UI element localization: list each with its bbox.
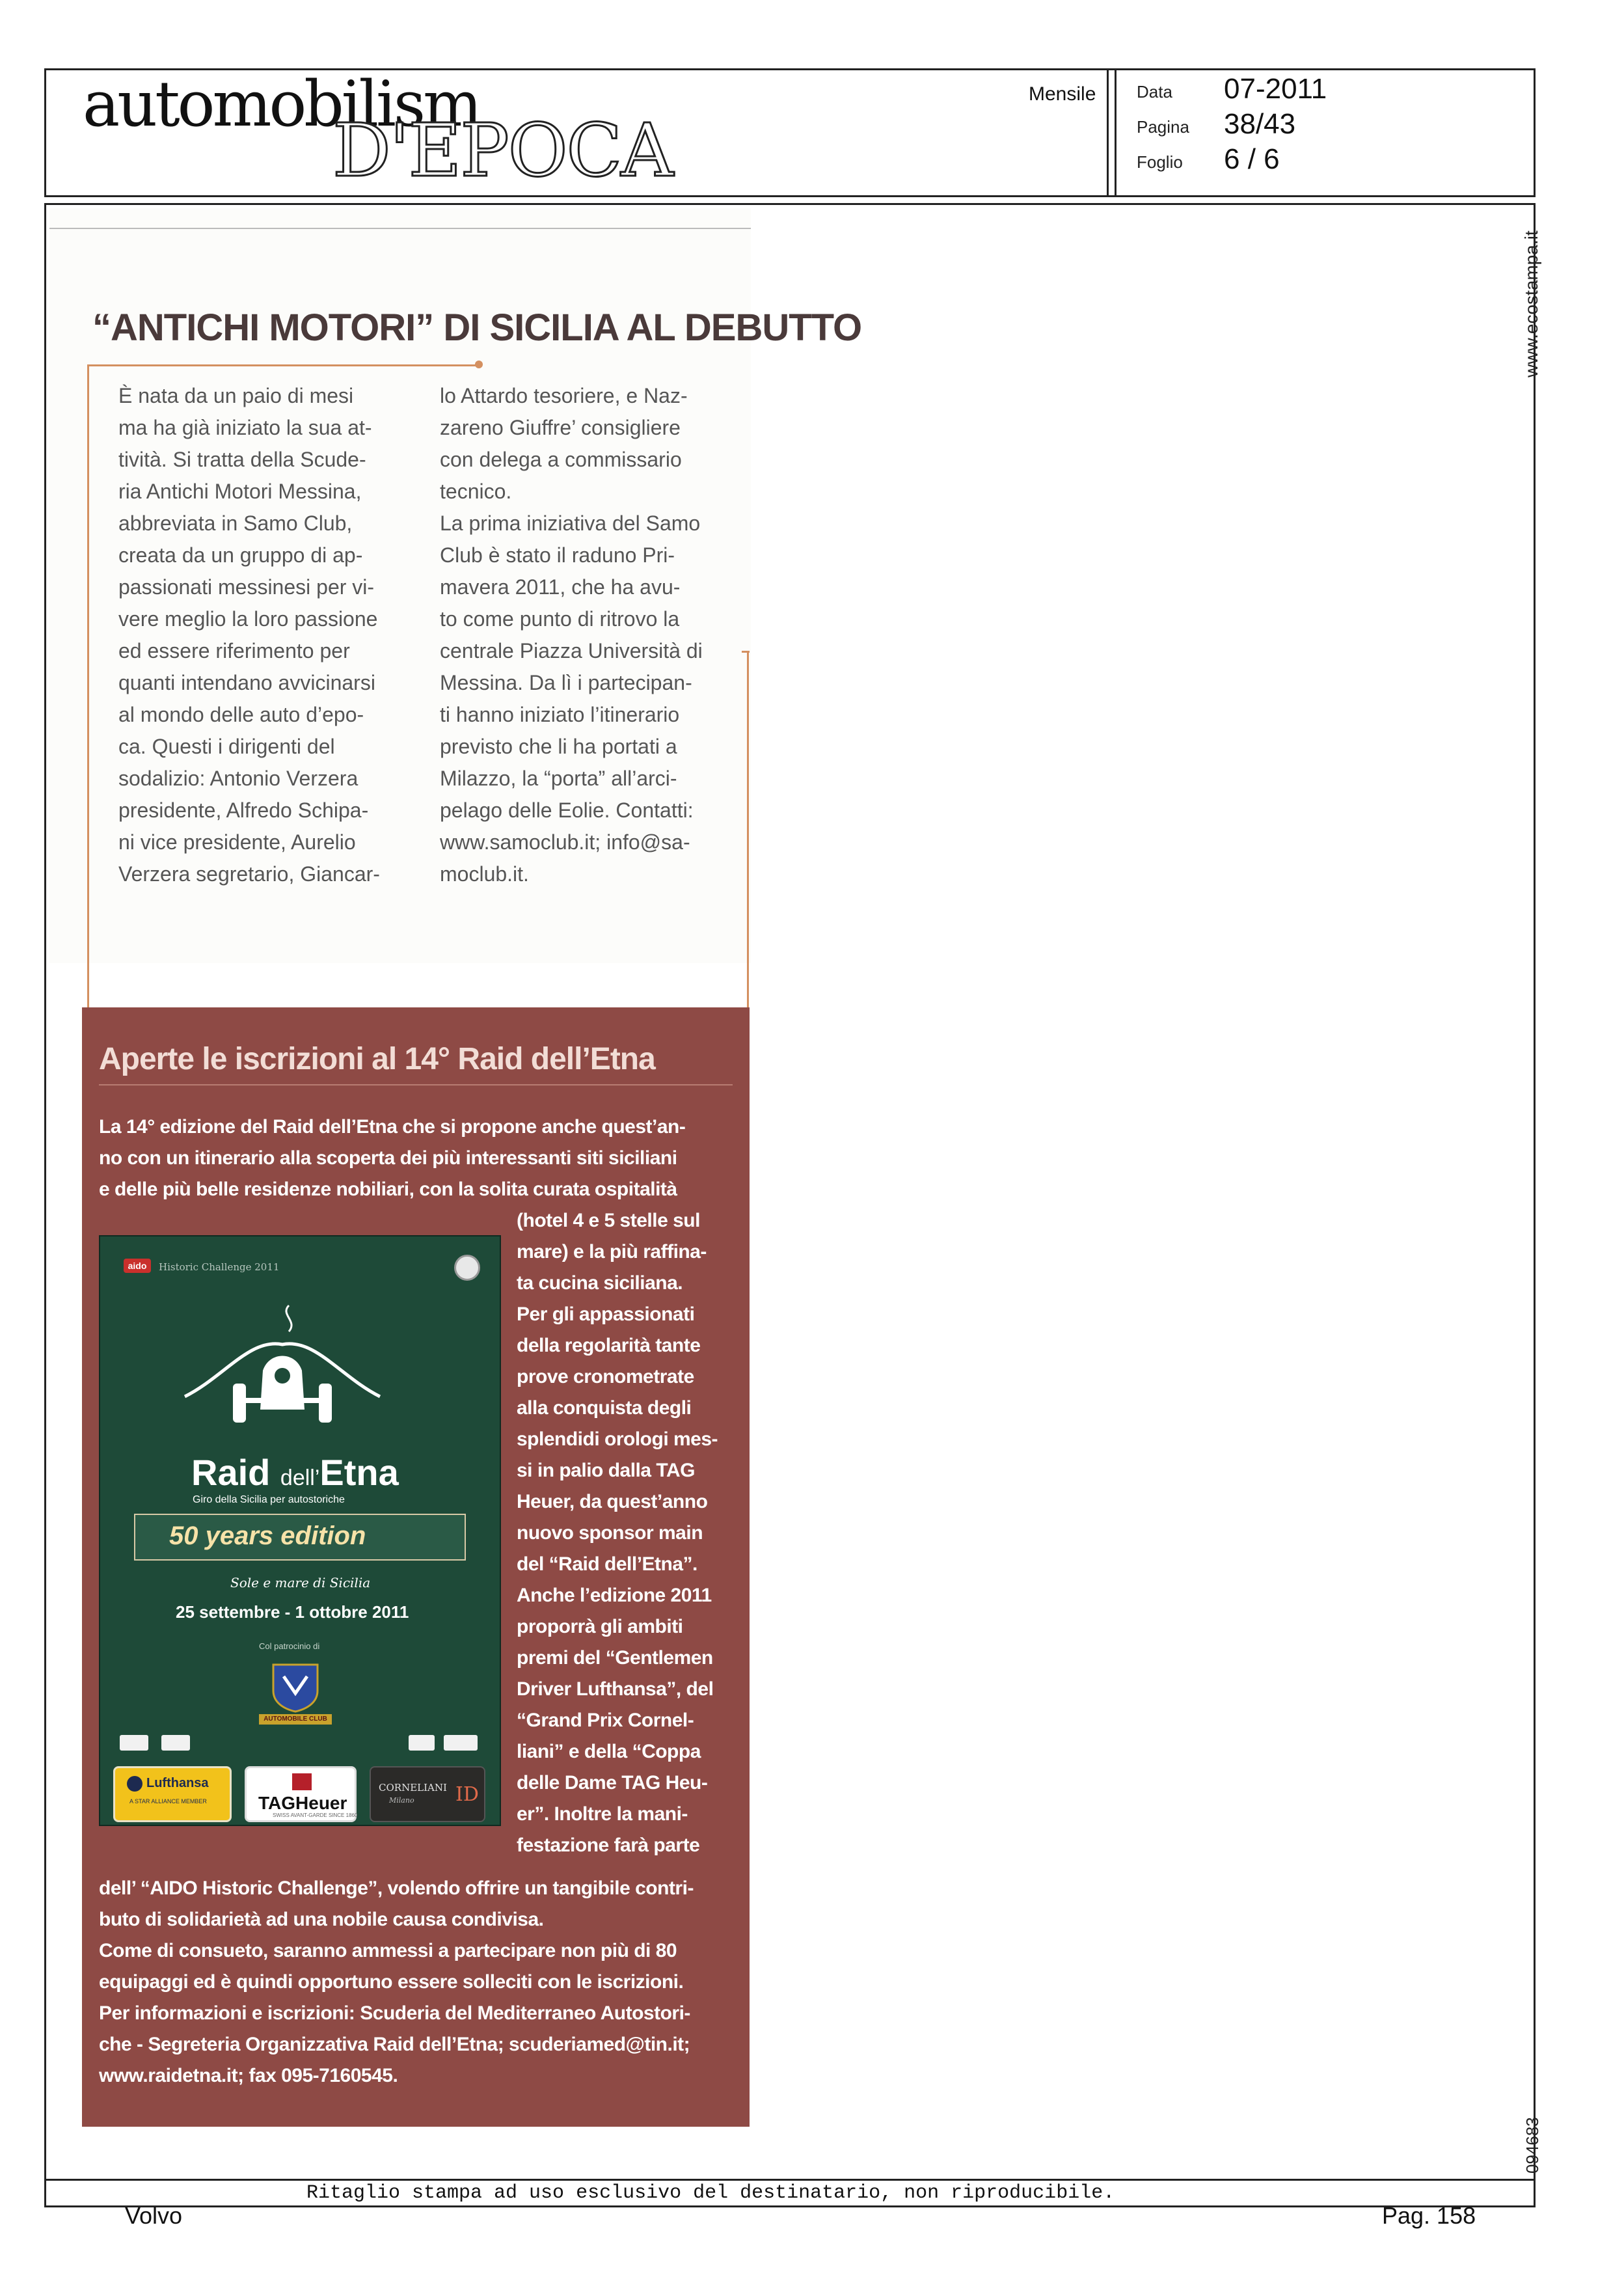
meta-label-foglio: Foglio bbox=[1137, 152, 1183, 172]
raid-etna-poster bbox=[99, 1235, 501, 1826]
poster-title-etna: Etna bbox=[319, 1452, 399, 1493]
text-line: Heuer, da quest’anno bbox=[517, 1491, 708, 1512]
text-line: Milazzo, la “porta” all’arci- bbox=[440, 767, 677, 790]
text-line: (hotel 4 e 5 stelle sul bbox=[517, 1210, 700, 1231]
article-antichi-motori bbox=[49, 208, 862, 963]
frequency-label: Mensile bbox=[1029, 83, 1096, 105]
eu-flag-icon bbox=[120, 1735, 148, 1751]
text-line: Anche l’edizione 2011 bbox=[517, 1585, 712, 1606]
side-code: 094683 bbox=[1522, 2117, 1542, 2174]
text-line: ni vice presidente, Aurelio bbox=[118, 830, 356, 854]
poster-title bbox=[191, 1451, 399, 1494]
meta-value-foglio: 6 / 6 bbox=[1224, 143, 1280, 175]
text-line: presidente, Alfredo Schipa- bbox=[118, 798, 369, 822]
text-line: Driver Lufthansa”, del bbox=[517, 1678, 714, 1700]
text-line: zareno Giuffre’ consigliere bbox=[440, 416, 681, 439]
article-raid-etna bbox=[82, 1007, 750, 2127]
text-line: tecnico. bbox=[440, 480, 512, 503]
region-logo-icon bbox=[161, 1735, 190, 1751]
automobile-club-crest-icon bbox=[271, 1661, 320, 1713]
side-url: www.ecostampa.it bbox=[1521, 230, 1541, 377]
article2-side-column bbox=[517, 1205, 735, 1861]
corneliani-id: ID bbox=[455, 1783, 479, 1806]
article1-title: “ANTICHI MOTORI” DI SICILIA AL DEBUTTO bbox=[92, 307, 862, 349]
text-line: ed essere riferimento per bbox=[118, 639, 350, 662]
patronage-label: Col patrocinio di bbox=[259, 1641, 320, 1651]
text-line: Per informazioni e iscrizioni: Scuderia del Mediterraneo Autostori- bbox=[99, 2002, 690, 2024]
text-line: equipaggi ed è quindi opportuno essere solleciti con le iscrizioni. bbox=[99, 1971, 684, 1993]
club-badge-icon bbox=[454, 1255, 480, 1281]
text-line: È nata da un paio di mesi bbox=[118, 384, 354, 407]
text-line: Messina. Da lì i partecipan- bbox=[440, 671, 692, 694]
article2-closing bbox=[99, 1873, 734, 2092]
text-line: del “Raid dell’Etna”. bbox=[517, 1553, 697, 1575]
masthead-divider bbox=[1111, 70, 1116, 195]
masthead-frame bbox=[44, 68, 1536, 197]
text-line: ca. Questi i dirigenti del bbox=[118, 735, 335, 758]
article2-title: Aperte le iscrizioni al 14° Raid dell’Etna bbox=[99, 1042, 655, 1076]
vintage-race-car-icon bbox=[165, 1299, 399, 1449]
text-line: La prima iniziativa del Samo bbox=[440, 512, 701, 535]
tagheuer-logo bbox=[245, 1766, 357, 1822]
text-line: ta cucina siciliana. bbox=[517, 1272, 683, 1294]
meta-value-data: 07-2011 bbox=[1224, 73, 1327, 105]
text-line: er”. Inoltre la mani- bbox=[517, 1803, 688, 1825]
text-line: nuovo sponsor main bbox=[517, 1522, 703, 1544]
text-line: si in palio dalla TAG bbox=[517, 1460, 695, 1481]
text-line: www.samoclub.it; info@sa- bbox=[440, 830, 690, 854]
text-line: www.raidetna.it; fax 095-7160545. bbox=[99, 2065, 398, 2086]
tagheuer-tagline: SWISS AVANT-GARDE SINCE 1860 bbox=[273, 1812, 358, 1818]
edition-banner bbox=[134, 1514, 466, 1561]
meta-label-pagina: Pagina bbox=[1137, 117, 1189, 137]
disclaimer-strip bbox=[46, 2179, 1534, 2205]
footer-page-number: Pag. 158 bbox=[1382, 2202, 1476, 2229]
article2-intro bbox=[99, 1112, 734, 1205]
text-line: ria Antichi Motori Messina, bbox=[118, 480, 362, 503]
text-line: tività. Si tratta della Scude- bbox=[118, 448, 366, 471]
poster-series: Historic Challenge 2011 bbox=[159, 1261, 280, 1273]
text-line: ma ha già iniziato la sua at- bbox=[118, 416, 372, 439]
text-line: to come punto di ritrovo la bbox=[440, 607, 680, 631]
article1-column-1 bbox=[118, 380, 405, 890]
text-line: Club è stato il raduno Pri- bbox=[440, 543, 675, 567]
text-line: al mondo delle auto d’epo- bbox=[118, 703, 364, 726]
meta-value-pagina: 38/43 bbox=[1224, 108, 1296, 140]
text-line: buto di solidarietà ad una nobile causa condivisa. bbox=[99, 1909, 544, 1930]
poster-dates: 25 settembre - 1 ottobre 2011 bbox=[176, 1602, 409, 1622]
crest-label: AUTOMOBILE CLUB bbox=[259, 1714, 332, 1725]
text-line: quanti intendano avvicinarsi bbox=[118, 671, 375, 694]
text-line: premi del “Gentlemen bbox=[517, 1647, 713, 1669]
corneliani-city: Milano bbox=[389, 1796, 414, 1805]
frame-line bbox=[747, 651, 749, 1017]
article1-column-2 bbox=[440, 380, 729, 890]
text-line: “Grand Prix Cornel- bbox=[517, 1710, 694, 1731]
text-line: creata da un gruppo di ap- bbox=[118, 543, 363, 567]
poster-title-raid: Raid bbox=[191, 1452, 271, 1493]
sponsor-logo-icon bbox=[444, 1735, 478, 1751]
footer-client: Volvo bbox=[125, 2202, 183, 2229]
frame-line bbox=[87, 364, 89, 1015]
text-line: Per gli appassionati bbox=[517, 1303, 695, 1325]
text-line: e delle più belle residenze nobiliari, con la solita curata ospitalità bbox=[99, 1179, 677, 1200]
logo-automobilismo: automobilism bbox=[83, 68, 480, 141]
text-line: che - Segreteria Organizzativa Raid dell’Etna; scuderiamed@tin.it; bbox=[99, 2034, 690, 2055]
disclaimer-text: Ritaglio stampa ad uso esclusivo del destinatario, non riproducibile. bbox=[306, 2182, 1115, 2204]
text-line: liani” e della “Coppa bbox=[517, 1741, 701, 1762]
logo-depoca: D'EPOCA bbox=[332, 109, 673, 193]
text-line: mare) e la più raffina- bbox=[517, 1241, 707, 1262]
text-line: abbreviata in Samo Club, bbox=[118, 512, 353, 535]
lufthansa-tagline: A STAR ALLIANCE MEMBER bbox=[129, 1798, 207, 1805]
tagheuer-wordmark: TAGHeuer bbox=[258, 1793, 347, 1813]
text-line: moclub.it. bbox=[440, 862, 529, 886]
sponsor-logo-icon bbox=[409, 1735, 435, 1751]
text-line: lo Attardo tesoriere, e Naz- bbox=[440, 384, 688, 407]
tagheuer-shield-icon bbox=[292, 1773, 312, 1790]
text-line: delle Dame TAG Heu- bbox=[517, 1772, 708, 1794]
crane-icon bbox=[127, 1776, 142, 1792]
text-line: proporrà gli ambiti bbox=[517, 1616, 683, 1637]
poster-title-dell: dell’ bbox=[280, 1466, 320, 1490]
text-line: della regolarità tante bbox=[517, 1335, 701, 1356]
frame-tick bbox=[742, 651, 750, 653]
poster-motto: Sole e mare di Sicilia bbox=[230, 1575, 371, 1590]
text-line: pelago delle Eolie. Contatti: bbox=[440, 798, 694, 822]
text-line: dell’ “AIDO Historic Challenge”, volendo offrire un tangibile contri- bbox=[99, 1877, 694, 1899]
poster-subtitle: Giro della Sicilia per autostoriche bbox=[193, 1494, 345, 1505]
text-line: sodalizio: Antonio Verzera bbox=[118, 767, 359, 790]
text-line: prove cronometrate bbox=[517, 1366, 694, 1387]
text-line: mavera 2011, che ha avu- bbox=[440, 575, 681, 599]
text-line: splendidi orologi mes- bbox=[517, 1428, 718, 1450]
text-line: previsto che li ha portati a bbox=[440, 735, 677, 758]
text-line: no con un itinerario alla scoperta dei più interessanti siti siciliani bbox=[99, 1147, 677, 1169]
edition-text: 50 years edition bbox=[169, 1522, 366, 1550]
text-line: passionati messinesi per vi- bbox=[118, 575, 375, 599]
meta-label-data: Data bbox=[1137, 82, 1172, 102]
masthead-logo-area bbox=[46, 70, 1109, 195]
title-rule bbox=[99, 1084, 733, 1085]
text-line: ti hanno iniziato l’itinerario bbox=[440, 703, 680, 726]
text-line: alla conquista degli bbox=[517, 1397, 692, 1419]
text-line: Verzera segretario, Giancar- bbox=[118, 862, 380, 886]
text-line: centrale Piazza Università di bbox=[440, 639, 703, 662]
corneliani-wordmark: CORNELIANI bbox=[379, 1782, 447, 1794]
aido-logo: aido bbox=[124, 1259, 151, 1273]
text-line: con delega a commissario bbox=[440, 448, 682, 471]
clipping-edge bbox=[49, 228, 751, 229]
text-line: La 14° edizione del Raid dell’Etna che si propone anche quest’an- bbox=[99, 1116, 686, 1138]
text-line: vere meglio la loro passione bbox=[118, 607, 378, 631]
corneliani-logo bbox=[370, 1766, 485, 1822]
frame-line bbox=[87, 364, 478, 366]
lufthansa-logo bbox=[113, 1766, 232, 1822]
text-line: Come di consueto, saranno ammessi a partecipare non più di 80 bbox=[99, 1940, 677, 1961]
text-line: festazione farà parte bbox=[517, 1835, 700, 1856]
lufthansa-wordmark: Lufthansa bbox=[146, 1776, 209, 1790]
frame-dot bbox=[475, 361, 483, 368]
